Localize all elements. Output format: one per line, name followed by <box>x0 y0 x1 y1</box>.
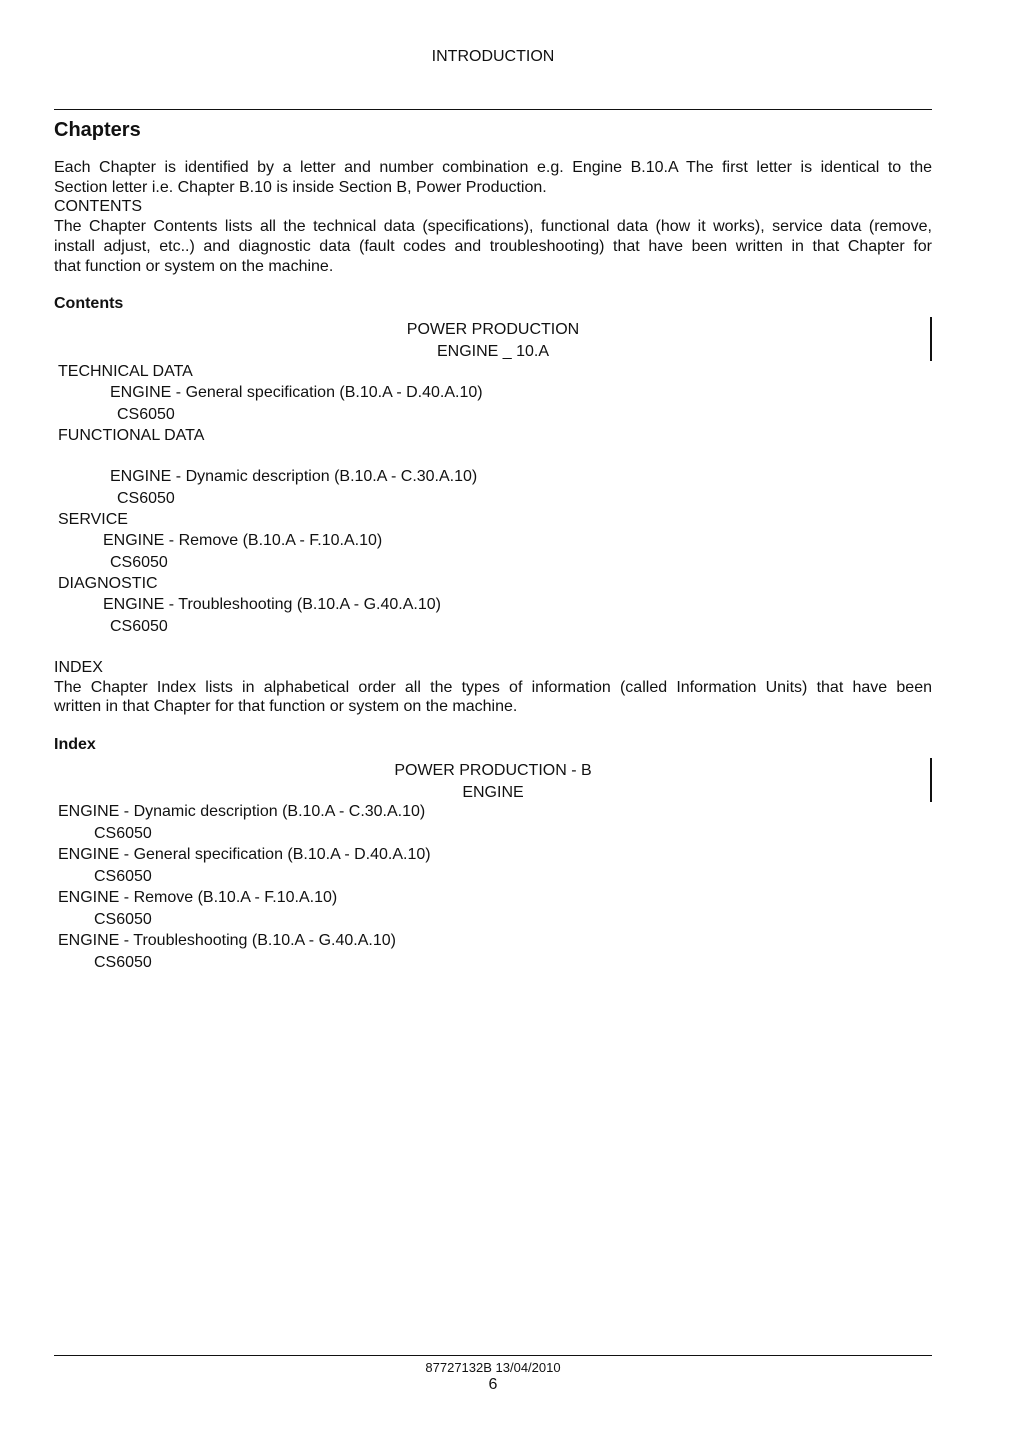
page-number: 6 <box>488 1376 498 1393</box>
footer-rule <box>54 1355 932 1356</box>
index-entry: ENGINE - Troubleshooting (B.10.A - G.40.A.10) <box>58 932 396 949</box>
index-entry-model: CS6050 <box>94 954 152 971</box>
contents-entry: ENGINE - Troubleshooting (B.10.A - G.40.A.10) <box>103 596 441 613</box>
chapters-intro <box>54 158 932 276</box>
header-rule <box>54 109 932 110</box>
index-example-header <box>0 760 986 803</box>
contents-section-name: POWER PRODUCTION <box>406 321 580 338</box>
index-intro <box>54 658 932 717</box>
index-entry-model: CS6050 <box>94 868 152 885</box>
index-entry: ENGINE - General specification (B.10.A - D.40.A.10) <box>58 846 431 863</box>
footer-doc-ref: 87727132B 13/04/2010 <box>425 1360 561 1375</box>
contents-category-technical: TECHNICAL DATA <box>58 363 193 380</box>
index-example-title: Index <box>54 736 96 753</box>
index-entry: ENGINE - Dynamic description (B.10.A - C.30.A.10) <box>58 803 426 820</box>
running-header: INTRODUCTION <box>431 48 555 65</box>
contents-desc-line-2: install adjust, etc..) and diagnostic data (fault codes and troubleshooting) that have been written in that Chapter for <box>54 237 932 255</box>
contents-entry-model: CS6050 <box>110 554 168 571</box>
index-section-name: POWER PRODUCTION - B <box>394 762 592 779</box>
contents-entry: ENGINE - Dynamic description (B.10.A - C.30.A.10) <box>110 468 478 485</box>
index-entry-model: CS6050 <box>94 911 152 928</box>
index-entry-model: CS6050 <box>94 825 152 842</box>
contents-entry: ENGINE - General specification (B.10.A - D.40.A.10) <box>110 384 483 401</box>
contents-desc-line-1: The Chapter Contents lists all the technical data (specifications), functional data (how it works), service data (remove, <box>54 218 932 236</box>
contents-example-title: Contents <box>54 295 124 312</box>
contents-example-header <box>0 319 986 362</box>
change-bar <box>930 317 932 361</box>
contents-chapter-name: ENGINE _ 10.A <box>436 342 550 360</box>
index-label: INDEX <box>54 659 103 676</box>
contents-label: CONTENTS <box>54 198 142 216</box>
index-entry: ENGINE - Remove (B.10.A - F.10.A.10) <box>58 889 338 906</box>
contents-category-service: SERVICE <box>58 511 128 528</box>
change-bar <box>930 758 932 802</box>
contents-category-functional: FUNCTIONAL DATA <box>58 427 205 444</box>
index-desc-line-1: The Chapter Index lists in alphabetical order all the types of information (called Information Units) that have been <box>54 678 932 696</box>
chapters-intro-line-1: Each Chapter is identified by a letter and number combination e.g. Engine B.10.A The first letter is identical to the <box>54 159 932 176</box>
chapters-heading: Chapters <box>54 119 141 141</box>
contents-entry-model: CS6050 <box>110 618 168 635</box>
contents-desc-line-3: that function or system on the machine. <box>54 257 334 275</box>
contents-entry-model: CS6050 <box>117 406 175 423</box>
contents-entry: ENGINE - Remove (B.10.A - F.10.A.10) <box>103 532 383 549</box>
index-desc-line-2: written in that Chapter for that function or system on the machine. <box>54 698 518 716</box>
contents-entry-model: CS6050 <box>117 490 175 507</box>
chapters-intro-line-2: Section letter i.e. Chapter B.10 is inside Section B, Power Production. <box>54 178 547 196</box>
index-chapter-name: ENGINE <box>462 783 524 801</box>
contents-category-diagnostic: DIAGNOSTIC <box>58 575 158 592</box>
